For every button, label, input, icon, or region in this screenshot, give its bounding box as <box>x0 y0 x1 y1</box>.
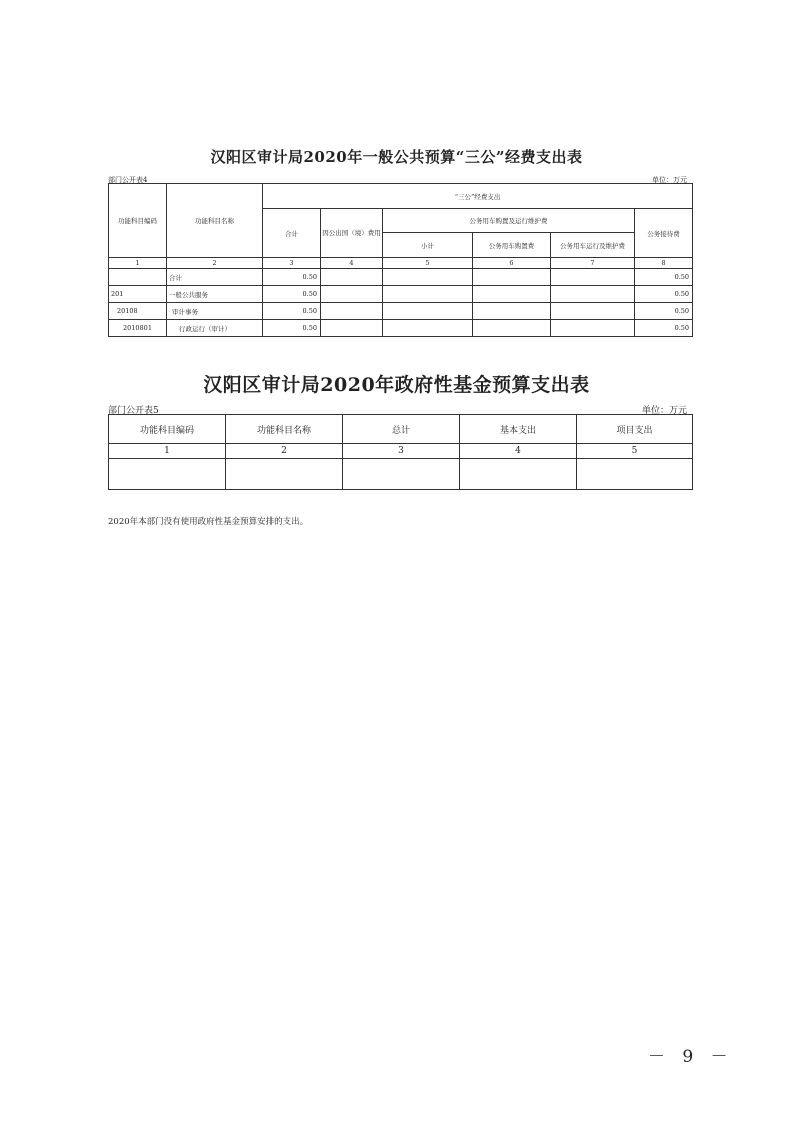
table-row <box>109 320 693 337</box>
header-project: 项目支出 <box>577 415 693 444</box>
header-name: 功能科目名称 <box>167 184 263 258</box>
table2-unit: 单位：万元 <box>642 406 688 416</box>
page-number: － 9 － <box>648 1047 734 1067</box>
row-purchase <box>473 269 551 286</box>
header-total: 总计 <box>343 415 460 444</box>
row-abroad <box>321 286 383 303</box>
row-operation <box>551 303 635 320</box>
header-vehicle-purchase: 公务用车购置费 <box>473 233 551 258</box>
row-code: 201 <box>109 286 167 303</box>
table1-form-id: 部门公开表4 <box>108 176 148 184</box>
header-abroad: 因公出国（境）费用 <box>321 209 383 258</box>
empty-cell <box>577 459 693 490</box>
index-cell: 1 <box>109 444 226 459</box>
index-cell: 4 <box>460 444 577 459</box>
index-cell: 5 <box>577 444 693 459</box>
table-row <box>109 303 693 320</box>
no-fund-note: 2020年本部门没有使用政府性基金预算安排的支出。 <box>108 517 309 527</box>
index-cell: 8 <box>635 258 693 269</box>
three-public-expenses-table <box>108 183 693 337</box>
row-reception: 0.50 <box>635 269 693 286</box>
header-name: 功能科目名称 <box>226 415 343 444</box>
row-name: 行政运行（审计） <box>167 320 263 337</box>
row-reception: 0.50 <box>635 303 693 320</box>
row-operation <box>551 286 635 303</box>
row-subtotal <box>383 286 473 303</box>
table1-title: 汉阳区审计局2020年一般公共预算“三公”经费支出表 <box>210 148 583 166</box>
index-cell: 2 <box>167 258 263 269</box>
row-name: 合计 <box>167 269 263 286</box>
header-code: 功能科目编码 <box>109 415 226 444</box>
row-abroad <box>321 269 383 286</box>
row-abroad <box>321 303 383 320</box>
row-code: 20108 <box>109 303 167 320</box>
empty-cell <box>343 459 460 490</box>
row-subtotal <box>383 269 473 286</box>
table-row <box>109 269 693 286</box>
index-cell: 2 <box>226 444 343 459</box>
row-reception: 0.50 <box>635 320 693 337</box>
index-cell: 3 <box>343 444 460 459</box>
empty-cell <box>109 459 226 490</box>
row-subtotal <box>383 320 473 337</box>
table2-title: 汉阳区审计局2020年政府性基金预算支出表 <box>203 374 590 396</box>
header-code: 功能科目编码 <box>109 184 167 258</box>
row-purchase <box>473 303 551 320</box>
index-cell: 4 <box>321 258 383 269</box>
header-basic: 基本支出 <box>460 415 577 444</box>
row-total: 0.50 <box>263 303 321 320</box>
header-total: 合计 <box>263 209 321 258</box>
row-operation <box>551 320 635 337</box>
index-cell: 7 <box>551 258 635 269</box>
row-code: 2010801 <box>109 320 167 337</box>
row-reception: 0.50 <box>635 286 693 303</box>
header-three-public: “三公”经费支出 <box>263 184 693 209</box>
row-abroad <box>321 320 383 337</box>
empty-cell <box>460 459 577 490</box>
index-cell: 5 <box>383 258 473 269</box>
table-row <box>109 286 693 303</box>
row-code <box>109 269 167 286</box>
row-name: 审计事务 <box>167 303 263 320</box>
header-subtotal: 小计 <box>383 233 473 258</box>
header-reception: 公务接待费 <box>635 209 693 258</box>
index-cell: 3 <box>263 258 321 269</box>
empty-cell <box>226 459 343 490</box>
row-total: 0.50 <box>263 286 321 303</box>
table1-unit: 单位：万元 <box>652 176 687 184</box>
table-row <box>109 459 693 490</box>
index-cell: 1 <box>109 258 167 269</box>
row-subtotal <box>383 303 473 320</box>
row-name: 一般公共服务 <box>167 286 263 303</box>
row-total: 0.50 <box>263 269 321 286</box>
header-vehicle-group: 公务用车购置及运行维护费 <box>383 209 635 233</box>
government-fund-table <box>108 414 693 490</box>
row-purchase <box>473 286 551 303</box>
row-operation <box>551 269 635 286</box>
index-cell: 6 <box>473 258 551 269</box>
header-vehicle-operation: 公务用车运行及维护费 <box>551 233 635 258</box>
row-purchase <box>473 320 551 337</box>
table2-form-id: 部门公开表5 <box>108 406 159 416</box>
row-total: 0.50 <box>263 320 321 337</box>
